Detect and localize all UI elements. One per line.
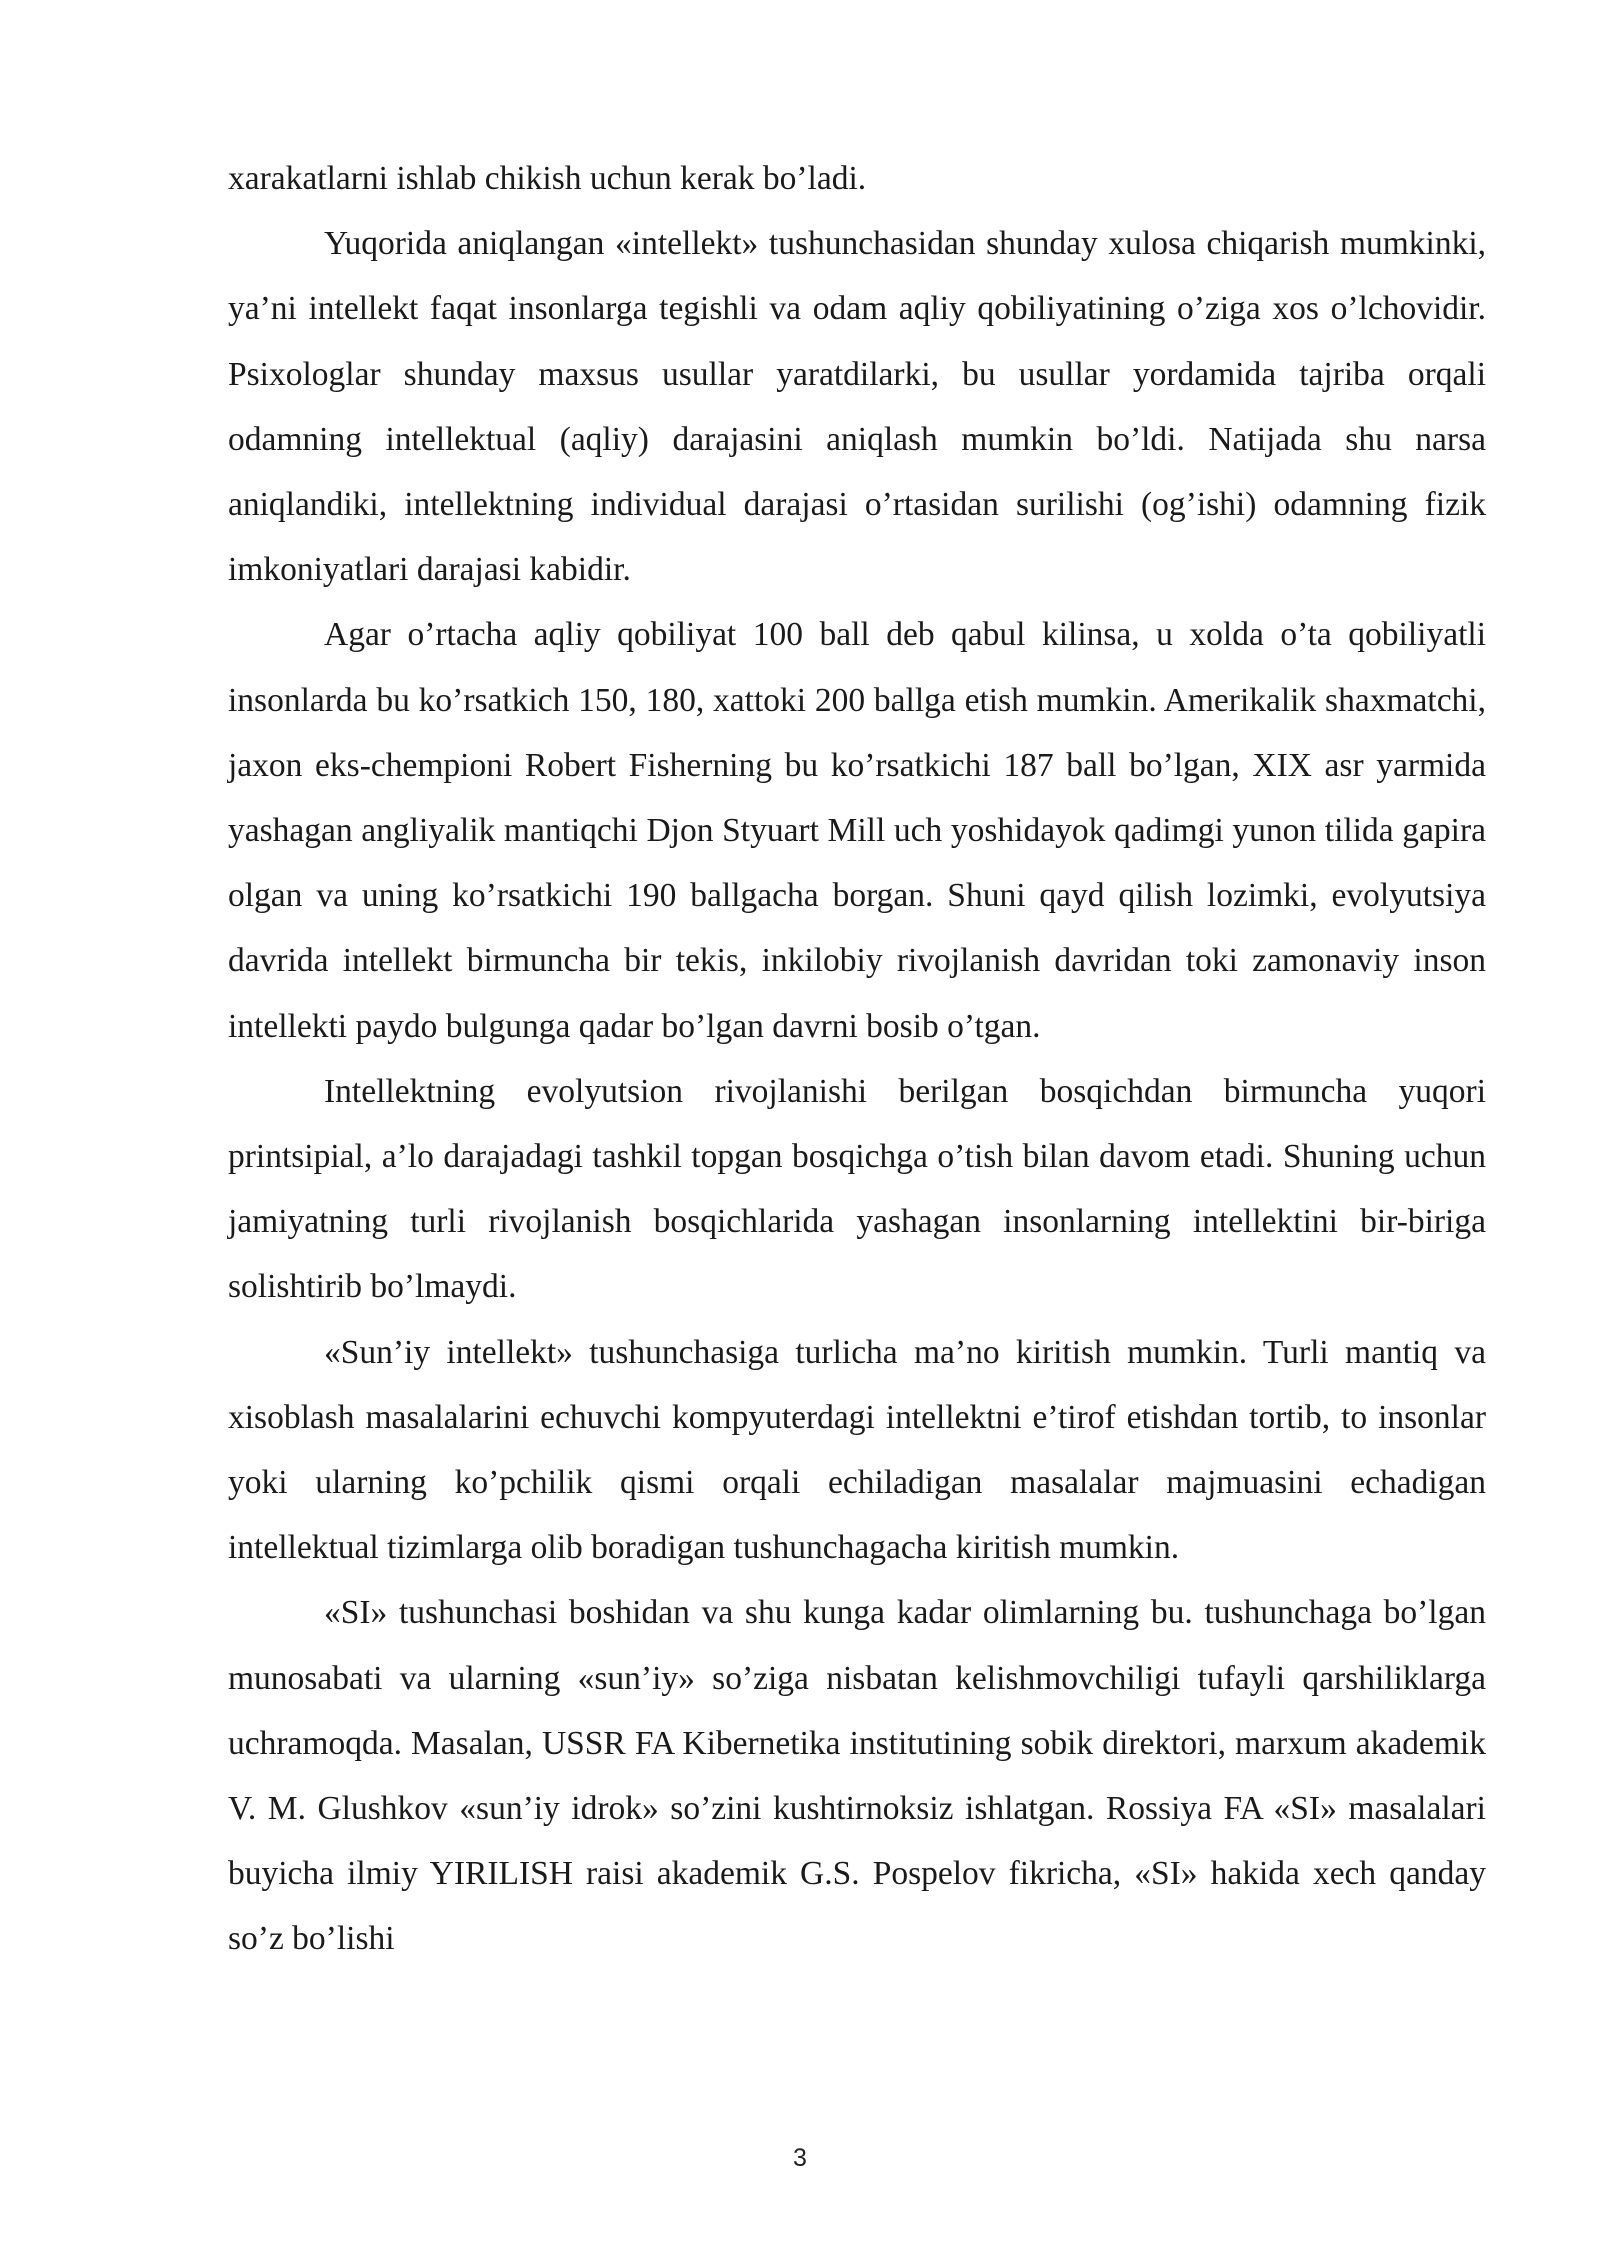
paragraph-iq-scores: Agar o’rtacha aqliy qobiliyat 100 ball deb qabul kilinsa, u xolda o’ta qobiliyatli insonlarda bu ko’rsatkich 150, 180, xattoki 200 ballga etish mumkin. Amerikalik shaxmatchi, jaxon eks-chempioni Robert Fisherning bu ko’rsatkichi 187 ball bo’lgan, XIX asr yarmida yashagan angliyalik mantiqchi Djon Styuart Mill uch yoshidayok qadimgi yunon tilida gapira olgan va uning ko’rsatkichi 190 ballgacha borgan. Shuni qayd qilish lozimki, evolyutsiya davrida intellekt birmuncha bir tekis, inkilobiy rivojlanish davridan toki zamonaviy inson intellekti paydo bulgunga qadar bo’lgan davrni bosib o’tgan. — [228, 616, 1486, 1045]
paragraph-si-concept: «SI» tushunchasi boshidan va shu kunga kadar olimlarning bu. tushunchaga bo’lgan munosabati va ularning «sun’iy» so’ziga nisbatan kelishmovchiligi tufayli qarshiliklarga uchramoqda. Masalan, USSR FA Kibernetika institutining sobik direktori, marxum akademik V. M. Glushkov «sun’iy idrok» so’zini kushtirnoksiz ishlatgan. Rossiya FA «SI» masalalari buyicha ilmiy YIRILISH raisi akademik G.S. Pospelov fikricha, «SI» hakida xech qanday so’z bo’lishi — [228, 1594, 1486, 1958]
paragraph-evolution: Intellektning evolyutsion rivojlanishi berilgan bosqichdan birmuncha yuqori printsipial, a’lo darajadagi tashkil topgan bosqichga o’tish bilan davom etadi. Shuning uchun jamiyatning turli rivojlanish bosqichlarida yashagan insonlarning intellektini bir-biriga solishtirib bo’lmaydi. — [228, 1072, 1486, 1306]
body-text — [228, 146, 1486, 1972]
page-number: 3 — [793, 2144, 807, 2172]
paragraph-intellect-conclusion: Yuqorida aniqlangan «intellekt» tushunchasidan shunday xulosa chiqarish mumkinki, ya’ni intellekt faqat insonlarga tegishli va odam aqliy qobiliyatining o’ziga xos o’lchovidir. Psixologlar shunday maxsus usullar yaratdilarki, bu usullar yordamida tajriba orqali odamning intellektual (aqliy) darajasini aniqlash mumkin bo’ldi. Natijada shu narsa aniqlandiki, intellektning individual darajasi o’rtasidan surilishi (og’ishi) odamning fizik imkoniyatlari darajasi kabidir. — [228, 225, 1486, 589]
paragraph-continuation: xarakatlarni ishlab chikish uchun kerak bo’ladi. — [228, 160, 867, 197]
paragraph-artificial-intellect: «Sun’iy intellekt» tushunchasiga turlicha ma’no kiritish mumkin. Turli mantiq va xisoblash masalalarini echuvchi kompyuterdagi intellektni e’tirof etishdan tortib, to insonlar yoki ularning ko’pchilik qismi orqali echiladigan masalalar majmuasini echadigan intellektual tizimlarga olib boradigan tushunchagacha kiritish mumkin. — [228, 1333, 1486, 1567]
